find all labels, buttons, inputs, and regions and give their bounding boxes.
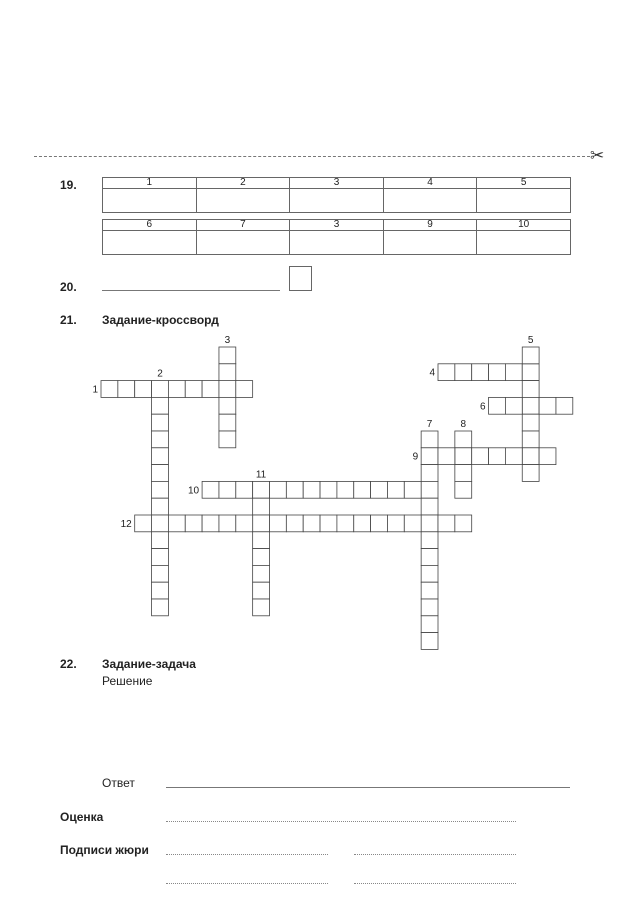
signature-line[interactable] [354,854,516,855]
crossword-cell[interactable] [152,481,169,498]
crossword-cell[interactable] [522,414,539,431]
crossword-cell[interactable] [505,397,522,414]
crossword-cell[interactable] [421,582,438,599]
crossword-clue-number: 4 [429,367,435,379]
crossword-cell[interactable] [152,381,169,398]
q22-number: 22. [60,657,77,671]
crossword-cell[interactable] [421,616,438,633]
crossword-cell[interactable] [118,381,135,398]
crossword-cell[interactable] [455,431,472,448]
grid2-header: 10 [477,220,571,231]
crossword-clue-number: 11 [255,469,267,481]
crossword-cell[interactable] [152,515,169,532]
crossword-cell[interactable] [438,364,455,381]
q20-number: 20. [60,280,77,294]
grid1-header: 3 [290,178,384,189]
crossword-cell[interactable] [421,431,438,448]
crossword-cell[interactable] [168,381,185,398]
crossword-cell[interactable] [135,381,152,398]
crossword-cell[interactable] [202,381,219,398]
crossword-cell[interactable] [522,448,539,465]
crossword-cell[interactable] [152,549,169,566]
crossword-clue-number: 9 [412,451,419,463]
crossword-cell[interactable] [320,515,337,532]
crossword-cell[interactable] [219,381,236,398]
crossword-cell[interactable] [421,633,438,650]
crossword-cell[interactable] [354,481,371,498]
crossword-cell[interactable] [152,599,169,616]
answer-line[interactable] [166,787,570,788]
grid1-header: 2 [196,178,290,189]
crossword-cell[interactable] [286,481,303,498]
grade-label: Оценка [60,810,104,824]
crossword-cell[interactable] [152,582,169,599]
crossword-cell[interactable] [556,397,573,414]
crossword-cell[interactable] [455,364,472,381]
crossword-cell[interactable] [270,481,287,498]
crossword-cell[interactable] [455,515,472,532]
crossword-clue-number: 8 [460,419,467,430]
crossword-cell[interactable] [185,381,202,398]
crossword-cell[interactable] [219,414,236,431]
crossword-cell[interactable] [404,481,421,498]
crossword-cell[interactable] [387,515,404,532]
crossword-cell[interactable] [236,515,253,532]
signature-line[interactable] [166,883,328,884]
crossword-cell[interactable] [303,515,320,532]
crossword-cell[interactable] [219,515,236,532]
crossword-cell[interactable] [253,498,270,515]
crossword-cell[interactable] [253,549,270,566]
crossword-cell[interactable] [337,515,354,532]
grade-line[interactable] [166,821,516,822]
crossword-cell[interactable] [152,448,169,465]
crossword-cell[interactable] [320,481,337,498]
crossword-cell[interactable] [472,448,489,465]
crossword-cell[interactable] [152,414,169,431]
grid1-header: 4 [383,178,477,189]
crossword-cell[interactable] [421,481,438,498]
crossword-cell[interactable] [152,397,169,414]
crossword-cell[interactable] [253,481,270,498]
q19-number: 19. [60,178,77,192]
crossword-cell[interactable] [101,381,118,398]
crossword-cell[interactable] [421,515,438,532]
signatures-label: Подписи жюри [60,843,149,857]
crossword-cell[interactable] [472,364,489,381]
crossword-cell[interactable] [219,397,236,414]
crossword-cell[interactable] [303,481,320,498]
crossword-cell[interactable] [539,448,556,465]
grid2-header: 7 [196,220,290,231]
crossword-cell[interactable] [438,448,455,465]
grid2-header: 3 [290,220,384,231]
crossword-cell[interactable] [253,582,270,599]
crossword-clue-number: 10 [187,485,200,497]
crossword-cell[interactable] [152,565,169,582]
crossword-cell[interactable] [455,465,472,482]
crossword-cell[interactable] [152,498,169,515]
crossword-cell[interactable] [354,515,371,532]
crossword-clue-number: 6 [479,401,486,413]
crossword-cell[interactable] [539,397,556,414]
grid2-header: 9 [383,220,477,231]
crossword-cell[interactable] [505,364,522,381]
crossword-cell[interactable] [152,465,169,482]
crossword-cell[interactable] [522,465,539,482]
scissors-icon: ✂ [590,146,605,166]
crossword-cell[interactable] [253,599,270,616]
crossword-cell[interactable] [152,532,169,549]
crossword-cell[interactable] [421,565,438,582]
crossword-clue-number: 12 [120,518,132,530]
crossword-cell[interactable] [489,364,506,381]
crossword-cell[interactable] [505,448,522,465]
grid2-header: 6 [103,220,197,231]
crossword-cell[interactable] [421,448,438,465]
crossword-cell[interactable] [438,515,455,532]
crossword-cell[interactable] [421,599,438,616]
crossword-cell[interactable] [455,481,472,498]
crossword-cell[interactable] [236,381,253,398]
crossword-cell[interactable] [236,481,253,498]
crossword-cell[interactable] [168,515,185,532]
crossword-clue-number: 5 [527,335,534,346]
crossword-cell[interactable] [371,481,388,498]
crossword-cell[interactable] [421,532,438,549]
crossword-cell[interactable] [135,515,152,532]
q21-title: Задание-кроссворд [102,313,219,327]
crossword-cell[interactable] [202,515,219,532]
crossword-cell[interactable] [387,481,404,498]
crossword-cell[interactable] [522,364,539,381]
answer-label: Ответ [102,776,135,790]
crossword-cell[interactable] [219,431,236,448]
crossword-cell[interactable] [152,431,169,448]
crossword-clue-number: 2 [157,368,163,380]
crossword-cell[interactable] [371,515,388,532]
signature-line[interactable] [354,883,516,884]
crossword-cell[interactable] [421,549,438,566]
signature-line[interactable] [166,854,328,855]
q21-number: 21. [60,313,77,327]
crossword-cell[interactable] [219,347,236,364]
crossword-cell[interactable] [522,381,539,398]
crossword-cell[interactable] [489,397,506,414]
crossword-cell[interactable] [270,515,287,532]
crossword-cell[interactable] [286,515,303,532]
crossword-cell[interactable] [421,465,438,482]
crossword-cell[interactable] [185,515,202,532]
q22-title: Задание-задача [102,657,196,671]
crossword-cell[interactable] [522,347,539,364]
crossword-cell[interactable] [455,448,472,465]
crossword-cell[interactable] [253,565,270,582]
crossword-cell[interactable] [253,515,270,532]
crossword-cell[interactable] [337,481,354,498]
crossword-cell[interactable] [522,431,539,448]
crossword-cell[interactable] [219,481,236,498]
solution-label: Решение [102,674,153,688]
grid1-header: 1 [103,178,197,189]
crossword-clue-number: 3 [224,335,231,346]
crossword-cell[interactable] [404,515,421,532]
crossword-cell[interactable] [421,498,438,515]
crossword-clue-number: 1 [92,384,98,396]
crossword-cell[interactable] [489,448,506,465]
crossword-cell[interactable] [202,481,219,498]
crossword-cell[interactable] [253,532,270,549]
crossword-cell[interactable] [219,364,236,381]
grid1-header: 5 [477,178,571,189]
crossword-cell[interactable] [522,397,539,414]
crossword-clue-number: 7 [426,419,433,430]
